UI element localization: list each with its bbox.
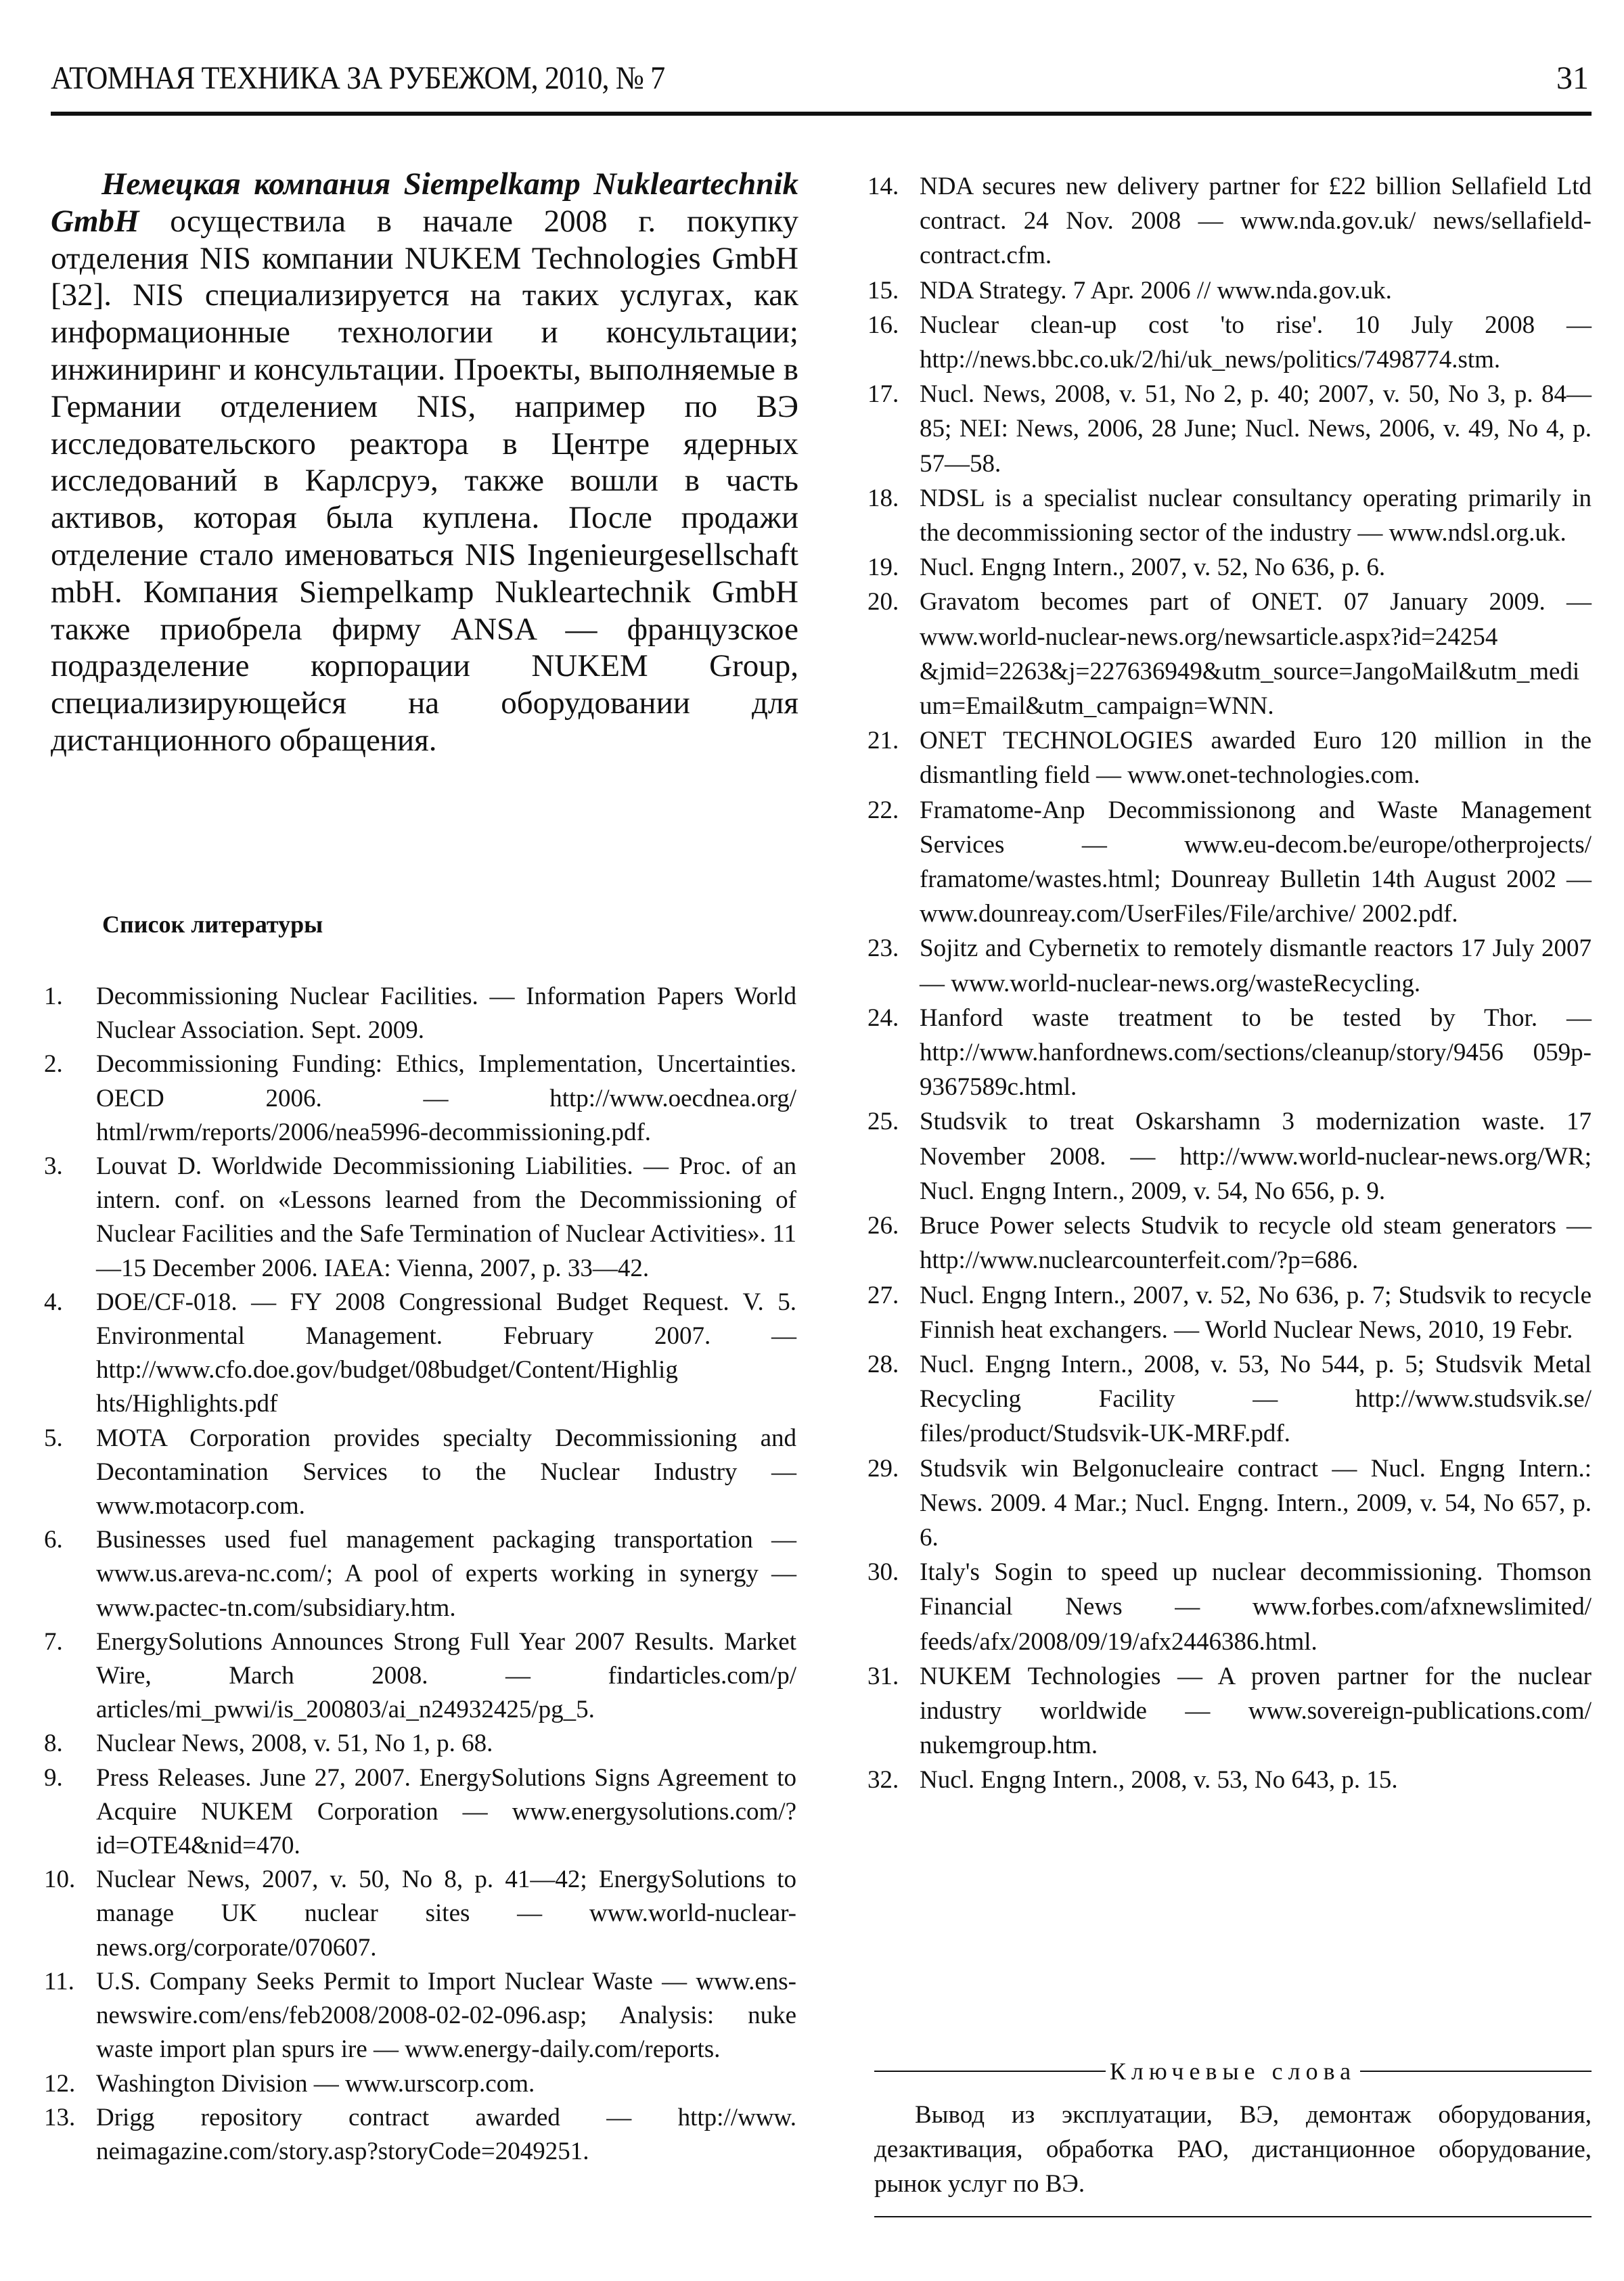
- reference-item: [867, 723, 1592, 792]
- reference-text: DOE/CF-018. — FY 2008 Congressional Budget Request. V. 5. Environmental Management. February 2007. — http://www.cfo.doe.gov/budget/08budget/Content/Highlig hts/Highlights.pdf: [96, 1288, 796, 1418]
- keywords-bottom-rule: [874, 2216, 1592, 2217]
- reference-item: [44, 980, 796, 1047]
- reference-number: 8.: [44, 1730, 63, 1758]
- reference-item: [867, 1555, 1592, 1659]
- reference-item: [44, 1523, 796, 1625]
- reference-item: [867, 1104, 1592, 1209]
- reference-number: 22.: [867, 796, 899, 824]
- reference-number: 17.: [867, 380, 899, 409]
- reference-number: 7.: [44, 1627, 63, 1656]
- reference-text: MOTA Corporation provides specialty Decommissioning and Decontamination Services to the Nuclear Industry — www.motacorp.com.: [96, 1424, 796, 1520]
- reference-number: 27.: [867, 1281, 899, 1309]
- reference-number: 29.: [867, 1454, 899, 1483]
- keywords-section: [874, 2057, 1592, 2217]
- reference-number: 2.: [44, 1050, 63, 1079]
- reference-item: [867, 1763, 1592, 1797]
- reference-text: NUKEM Technologies — A proven partner for the nuclear industry worldwide — www.sovereign-publications.com/ nukemgroup.htm.: [920, 1662, 1592, 1760]
- reference-text: Studsvik to treat Oskarshamn 3 modernization waste. 17 November 2008. — http://www.world-nuclear-news.org/WR; Nucl. Engng Intern., 2009, v. 54, No 656, p. 9.: [920, 1108, 1592, 1205]
- reference-item: [867, 931, 1592, 1000]
- reference-text: Italy's Sogin to speed up nuclear decommissioning. Thomson Financial News — www.forbes.com/afxnewslimited/ feeds/afx/2008/09/19/afx2446386.html.: [920, 1558, 1592, 1656]
- reference-number: 10.: [44, 1866, 76, 1894]
- reference-number: 13.: [44, 2103, 76, 2131]
- reference-text: Nucl. Engng Intern., 2008, v. 53, No 544, p. 5; Studsvik Metal Recycling Facility — http://www.studsvik.se/ files/product/Studsvik-UK-MRF.pdf.: [920, 1350, 1592, 1448]
- reference-item: [44, 1422, 796, 1524]
- reference-item: [867, 1209, 1592, 1278]
- reference-number: 16.: [867, 311, 899, 339]
- reference-text: ONET TECHNOLOGIES awarded Euro 120 million in the dismantling field — www.onet-technologies.com.: [920, 727, 1592, 790]
- reference-item: [867, 550, 1592, 585]
- references-list-right: [867, 169, 1592, 1798]
- reference-number: 20.: [867, 588, 899, 616]
- reference-text: Nucl. News, 2008, v. 51, No 2, p. 40; 2007, v. 50, No 3, p. 84—85; NEI: News, 2006, 28 June; Nucl. News, 2006, v. 49, No 4, p. 57—58.: [920, 380, 1592, 478]
- reference-item: [44, 1727, 796, 1761]
- reference-number: 23.: [867, 934, 899, 963]
- reference-number: 12.: [44, 2069, 76, 2098]
- reference-item: [44, 1150, 796, 1286]
- reference-number: 5.: [44, 1424, 63, 1452]
- reference-item: [867, 169, 1592, 273]
- reference-text: Nuclear clean-up cost 'to rise'. 10 July 2008 — http://news.bbc.co.uk/2/hi/uk_news/politics/7498774.stm.: [920, 311, 1592, 374]
- reference-number: 30.: [867, 1558, 899, 1587]
- reference-item: [867, 793, 1592, 932]
- reference-number: 21.: [867, 727, 899, 755]
- reference-text: Drigg repository contract awarded — http://www. neimagazine.com/story.asp?storyCode=2049251.: [96, 2103, 796, 2165]
- reference-item: [44, 1286, 796, 1422]
- reference-item: [867, 585, 1592, 723]
- reference-number: 11.: [44, 1967, 74, 1995]
- reference-text: Gravatom becomes part of ONET. 07 January 2009. — www.world-nuclear-news.org/newsarticle.aspx?id=24254 &jmid=2263&j=227636949&utm_source=JangoMail&utm_medium=Email&utm_campaign=WNN.: [920, 588, 1592, 721]
- reference-text: Framatome-Anp Decommissionong and Waste Management Services — www.eu-decom.be/europe/otherprojects/ framatome/wastes.html; Dounreay Bulletin 14th August 2002 — www.dounreay.com/UserFiles/File/archive/ 2002.pdf.: [920, 796, 1592, 928]
- reference-text: NDA Strategy. 7 Apr. 2006 // www.nda.gov.uk.: [920, 276, 1392, 304]
- reference-number: 32.: [867, 1766, 899, 1794]
- keywords-rule-left: [874, 2071, 1106, 2072]
- reference-item: [867, 481, 1592, 550]
- reference-item: [867, 1347, 1592, 1451]
- reference-text: Bruce Power selects Studvik to recycle old steam generators — http://www.nuclearcounterfeit.com/?p=686.: [920, 1212, 1592, 1275]
- lead-text: осуществила в начале 2008 г. покупку отделения NIS компании NUKEM Technologies GmbH [32]. NIS специализируется на таких услугах, как информационные технологии и консультации; инжиниринг и консультации. Проекты, выполняемые в Германии отделением NIS, например по ВЭ исследовательского реактора в Центре ядерных исследований в Карлсруэ, также вошли в часть активов, которая была куплена. После продажи отделение стало именоваться NIS Ingenieurgesellschaft mbH. Компания Siempelkamp Nukleartechnik GmbH также приобрела фирму ANSA — французское подразделение корпорации NUKEM Group, специализирующейся на оборудовании для дистанционного обращения.: [51, 203, 798, 758]
- reference-text: NDA secures new delivery partner for £22 billion Sellafield Ltd contract. 24 Nov. 2008 — www.nda.gov.uk/ news/sellafield-contract.cfm.: [920, 173, 1592, 270]
- reference-item: [44, 1047, 796, 1150]
- reference-number: 3.: [44, 1152, 63, 1181]
- lead-paragraph: [51, 166, 798, 759]
- reference-item: [44, 1863, 796, 1965]
- reference-number: 24.: [867, 1003, 899, 1032]
- reference-item: [44, 1761, 796, 1864]
- reference-item: [44, 2101, 796, 2169]
- reference-number: 28.: [867, 1350, 899, 1378]
- reference-text: Sojitz and Cybernetix to remotely dismantle reactors 17 July 2007 — www.world-nuclear-news.org/wasteRecycling.: [920, 934, 1592, 997]
- reference-text: Press Releases. June 27, 2007. EnergySolutions Signs Agreement to Acquire NUKEM Corporation — www.energysolutions.com/?id=OTE4&nid=470.: [96, 1763, 796, 1860]
- reference-number: 4.: [44, 1288, 63, 1316]
- page-number: 31: [1556, 60, 1589, 96]
- references-title: Список литературы: [102, 911, 323, 938]
- reference-text: NDSL is a specialist nuclear consultancy operating primarily in the decommissioning sector of the industry — www.ndsl.org.uk.: [920, 484, 1592, 547]
- reference-item: [44, 1965, 796, 2067]
- reference-text: Nuclear News, 2008, v. 51, No 1, p. 68.: [96, 1730, 493, 1758]
- reference-item: [867, 1001, 1592, 1105]
- reference-item: [44, 2067, 796, 2101]
- keywords-heading: [874, 2057, 1592, 2085]
- reference-text: Decommissioning Funding: Ethics, Implementation, Uncertainties. OECD 2006. — http://www.oecdnea.org/ html/rwm/reports/2006/nea5996-decommissioning.pdf.: [96, 1050, 796, 1146]
- reference-item: [867, 1278, 1592, 1347]
- reference-text: Nuclear News, 2007, v. 50, No 8, p. 41—42; EnergySolutions to manage UK nuclear sites — www.world-nuclear-news.org/corporate/070607.: [96, 1866, 796, 1962]
- reference-text: EnergySolutions Announces Strong Full Year 2007 Results. Market Wire, March 2008. — findarticles.com/p/ articles/mi_pwwi/is_200803/ai_n24932425/pg_5.: [96, 1627, 796, 1724]
- reference-text: Washington Division — www.urscorp.com.: [96, 2069, 535, 2098]
- reference-text: Hanford waste treatment to be tested by Thor. — http://www.hanfordnews.com/sections/cleanup/story/9456 059p-9367589c.html.: [920, 1003, 1592, 1102]
- keywords-rule-right: [1360, 2071, 1592, 2072]
- references-list-left: [44, 980, 796, 2169]
- reference-text: Nucl. Engng Intern., 2007, v. 52, No 636, p. 7; Studsvik to recycle Finnish heat exchangers. — World Nuclear News, 2010, 19 Febr.: [920, 1281, 1592, 1344]
- reference-number: 26.: [867, 1212, 899, 1240]
- reference-text: Businesses used fuel management packaging transportation — www.us.areva-nc.com/; A pool of experts working in synergy — www.pactec-tn.com/subsidiary.htm.: [96, 1526, 796, 1622]
- reference-text: Nucl. Engng Intern., 2008, v. 53, No 643, p. 15.: [920, 1766, 1398, 1794]
- reference-text: Louvat D. Worldwide Decommissioning Liabilities. — Proc. of an intern. conf. on «Lessons learned from the Decommissioning of Nuclear Facilities and the Safe Termination of Nuclear Activities». 11—15 December 2006. IAEA: Vienna, 2007, p. 33—42.: [96, 1152, 796, 1282]
- reference-text: U.S. Company Seeks Permit to Import Nuclear Waste — www.ens-newswire.com/ens/feb2008/2008-02-02-096.asp; Analysis: nuke waste import plan spurs ire — www.energy-daily.com/reports.: [96, 1967, 796, 2064]
- reference-number: 14.: [867, 173, 899, 200]
- reference-number: 19.: [867, 554, 899, 582]
- reference-item: [867, 377, 1592, 481]
- keywords-title: Ключевые слова: [1109, 2058, 1357, 2085]
- reference-item: [44, 1625, 796, 1727]
- reference-number: 6.: [44, 1526, 63, 1554]
- reference-item: [867, 308, 1592, 377]
- header-rule: [51, 112, 1592, 116]
- reference-item: [867, 1659, 1592, 1763]
- reference-number: 15.: [867, 276, 899, 304]
- reference-item: [867, 1451, 1592, 1556]
- reference-text: Decommissioning Nuclear Facilities. — Information Papers World Nuclear Association. Sept. 2009.: [96, 983, 796, 1045]
- reference-number: 9.: [44, 1763, 63, 1792]
- lead-company-name: Немецкая компания Siempelkamp Nukleartechnik GmbH: [51, 166, 798, 239]
- reference-number: 18.: [867, 484, 899, 512]
- journal-header: АТОМНАЯ ТЕХНИКА ЗА РУБЕЖОМ, 2010, № 7: [51, 60, 665, 96]
- reference-text: Nucl. Engng Intern., 2007, v. 52, No 636, p. 6.: [920, 554, 1386, 582]
- reference-number: 31.: [867, 1662, 899, 1690]
- keywords-text: Вывод из эксплуатации, ВЭ, демонтаж оборудования, дезактивация, обработка РАО, дистанционное оборудование, рынок услуг по ВЭ.: [874, 2101, 1592, 2198]
- reference-number: 25.: [867, 1108, 899, 1136]
- reference-item: [867, 273, 1592, 308]
- reference-text: Studsvik win Belgonucleaire contract — Nucl. Engng Intern.: News. 2009. 4 Mar.; Nucl. Engng. Intern., 2009, v. 54, No 657, p. 6.: [920, 1454, 1592, 1552]
- reference-number: 1.: [44, 983, 63, 1010]
